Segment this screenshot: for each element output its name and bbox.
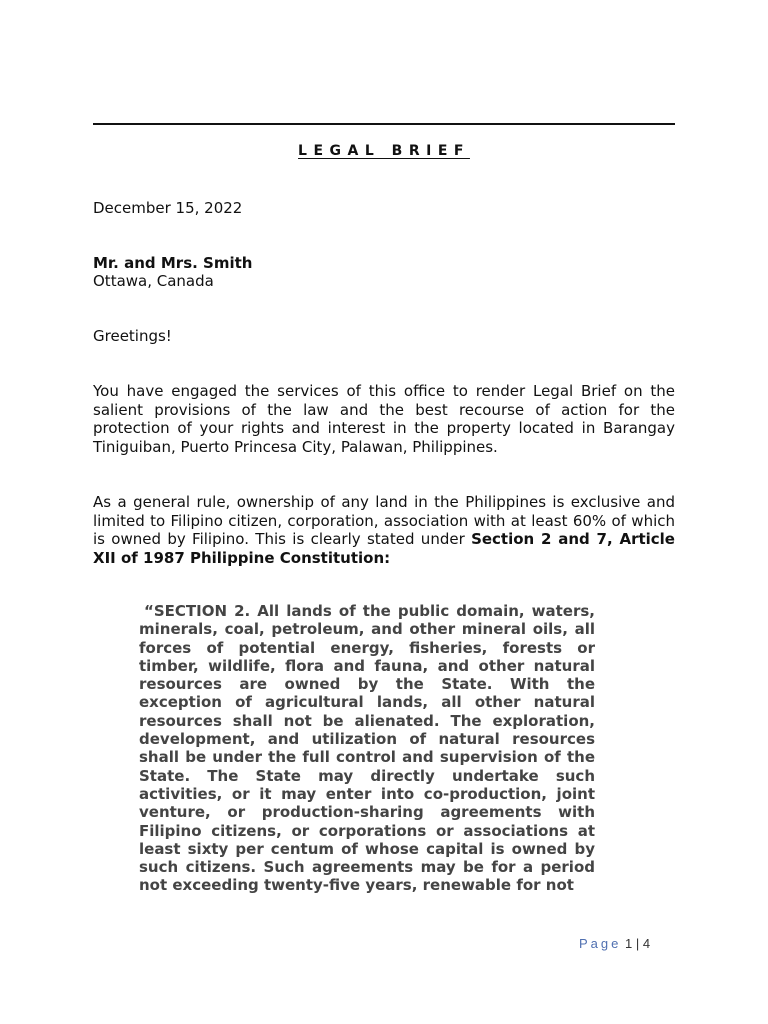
recipient-location: Ottawa, Canada [93,272,214,290]
rule-paragraph [93,493,675,567]
greeting: Greetings! [93,327,172,345]
page-footer [579,936,650,951]
header-rule [93,123,675,125]
document-title: LEGAL BRIEF [298,143,470,159]
footer-page-label: Page [579,936,622,951]
rule-paragraph-text: As a general rule, ownership of any land in the Philippines is exclusive and limited to Filipino citizen, corporation, association with at least 60% of which is owned by Filipino. This is clearly stated under [93,493,675,548]
footer-page-number: 1 [625,936,633,951]
recipient-name: Mr. and Mrs. Smith [93,254,253,272]
footer-total-pages: 4 [642,936,651,951]
document-date: December 15, 2022 [93,199,243,217]
constitution-quote: “SECTION 2. All lands of the public domain, waters, minerals, coal, petroleum, and other mineral oils, all forces of potential energy, fisheries, forests or timber, wildlife, flora and fauna, and other natural resources are owned by the State. With the exception of agricultural lands, all other natural resources shall not be alienated. The exploration, development, and utilization of natural resources shall be under the full control and supervision of the State. The State may directly undertake such activities, or it may enter into co-production, joint venture, or production-sharing agreements with Filipino citizens, or corporations or associations at least sixty per centum of whose capital is owned by such citizens. Such agreements may be for a period not exceeding twenty-five years, renewable for not [139,602,595,895]
intro-paragraph: You have engaged the services of this office to render Legal Brief on the salient provisions of the law and the best recourse of action for the protection of your rights and interest in the property located in Barangay Tiniguiban, Puerto Princesa City, Palawan, Philippines. [93,382,675,456]
footer-separator: | [635,936,640,951]
constitution-reference: Section 2 and 7, Article XII of 1987 Philippine Constitution: [93,530,675,567]
